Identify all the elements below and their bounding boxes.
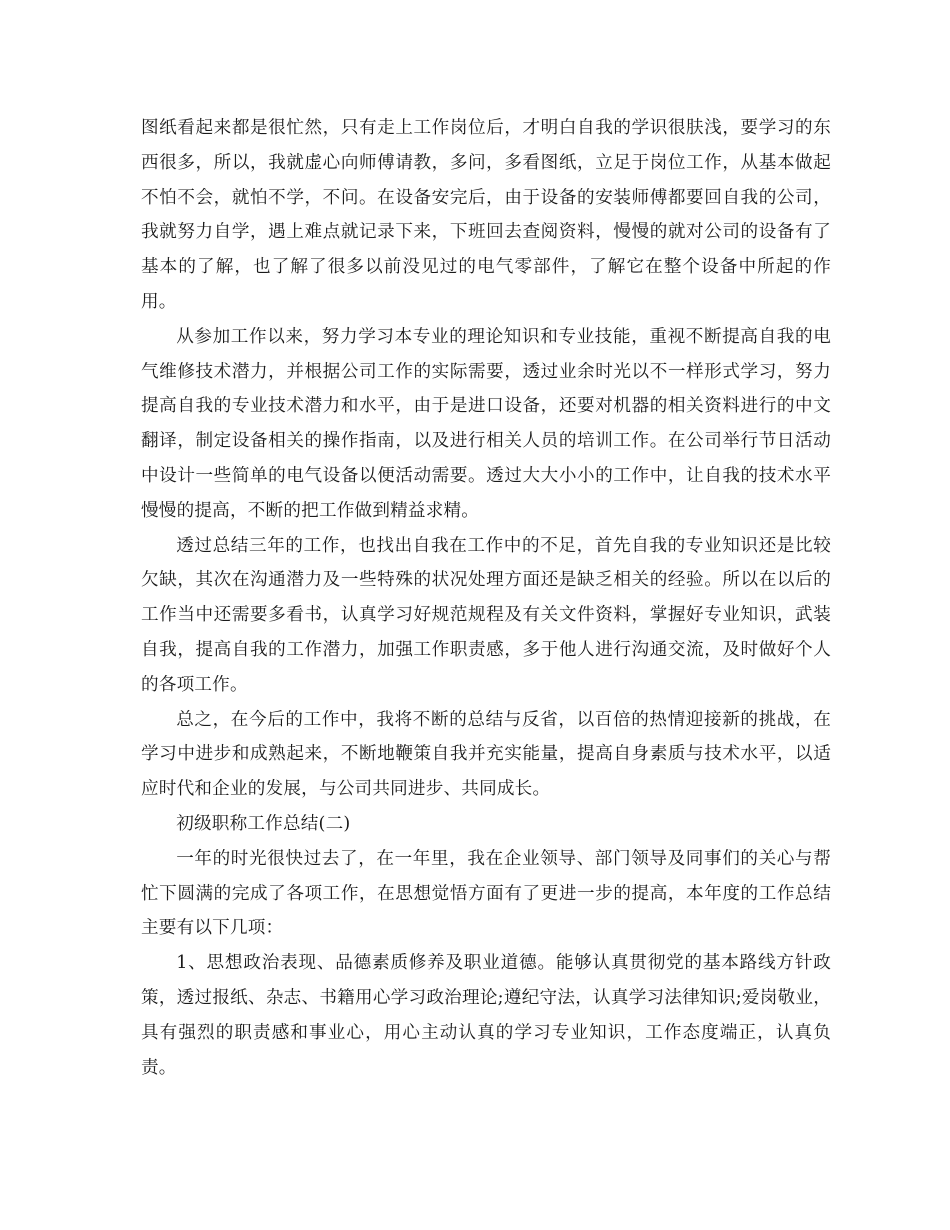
paragraph-professional-study: 从参加工作以来，努力学习本专业的理论知识和专业技能，重视不断提高自我的电气维修技术潜力，并根据公司工作的实际需要，透过业余时光以不一样形式学习，努力提高自我的专业技术潜力和水平，由于是进口设备，还要对机器的相关资料进行的中文翻译，制定设备相关的操作指南，以及进行相关人员的培训工作。在公司举行节日活动中设计一些简单的电气设备以便活动需要。透过大大小小的工作中，让自我的技术水平慢慢的提高，不断的把工作做到精益求精。 <box>141 326 831 521</box>
section-heading: 初级职称工作总结(二) <box>176 813 351 834</box>
paragraph-item-1: 1、思想政治表现、品德素质修养及职业道德。能够认真贯彻党的基本路线方针政策，透过报纸、杂志、书籍用心学习政治理论;遵纪守法，认真学习法律知识;爱岗敬业，具有强烈的职责感和事业心，用心主动认真的学习专业知识，工作态度端正，认真负责。 <box>141 953 831 1078</box>
document-page <box>141 111 831 1085</box>
paragraph-year-intro: 一年的时光很快过去了，在一年里，我在企业领导、部门领导及同事们的关心与帮忙下圆满的完成了各项工作，在思想觉悟方面有了更进一步的提高，本年度的工作总结主要有以下几项： <box>141 848 831 939</box>
paragraph-shortcomings: 透过总结三年的工作，也找出自我在工作中的不足，首先自我的专业知识还是比较欠缺，其次在沟通潜力及一些特殊的状况处理方面还是缺乏相关的经验。所以在以后的工作当中还需要多看书，认真学习好规范规程及有关文件资料，掌握好专业知识，武装自我，提高自我的工作潜力，加强工作职责感，多于他人进行沟通交流，及时做好个人的各项工作。 <box>141 535 831 695</box>
paragraph-conclusion: 总之，在今后的工作中，我将不断的总结与反省，以百倍的热情迎接新的挑战，在学习中进步和成熟起来，不断地鞭策自我并充实能量，提高自身素质与技术水平，以适应时代和企业的发展，与公司共同进步、共同成长。 <box>141 709 831 800</box>
paragraph-continuation: 图纸看起来都是很忙然，只有走上工作岗位后，才明白自我的学识很肤浅，要学习的东西很多，所以，我就虚心向师傅请教，多问，多看图纸，立足于岗位工作，从基本做起不怕不会，就怕不学，不问。在设备安完后，由于设备的安装师傅都要回自我的公司，我就努力自学，遇上难点就记录下来，下班回去查阅资料，慢慢的就对公司的设备有了基本的了解，也了解了很多以前没见过的电气零部件，了解它在整个设备中所起的作用。 <box>141 118 831 312</box>
